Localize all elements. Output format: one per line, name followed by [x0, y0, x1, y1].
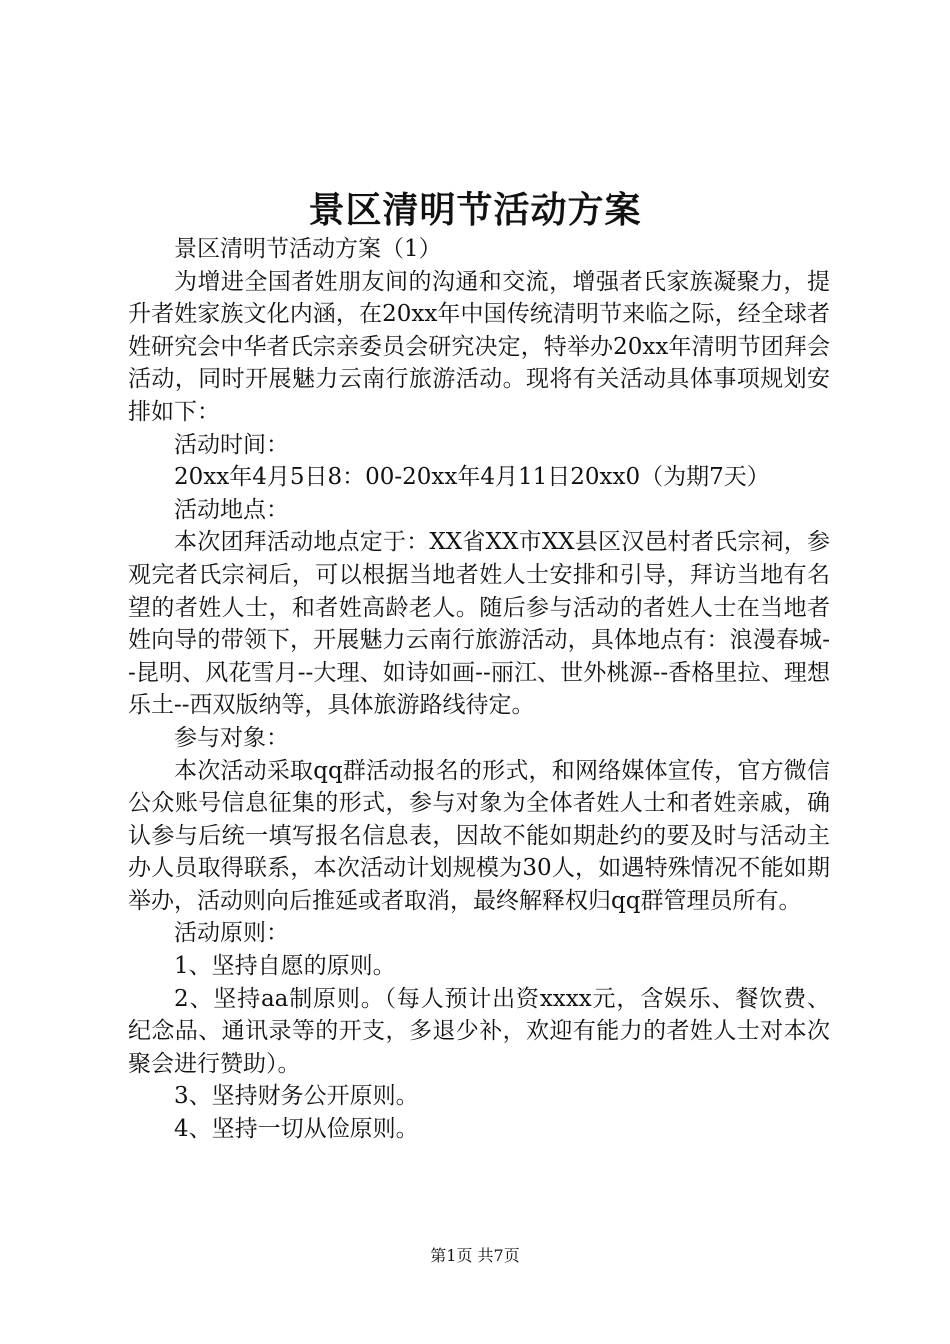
activity-location-paragraph: 本次团拜活动地点定于：XX省XX市XX县区汉邑村者氏宗祠，参观完者氏宗祠后，可以根据当地者姓人士安排和引导，拜访当地有名望的者姓人士，和者姓高龄老人。随后参与活动的者姓人士在当地者姓向导的带领下，开展魅力云南行旅游活动，具体地点有：浪漫春城--昆明、风花雪月--大理、如诗如画--丽江、世外桃源--香格里拉、理想乐土--西双版纳等，具体旅游路线待定。	[128, 529, 830, 719]
principle-item: 2、坚持aa制原则。（每人预计出资xxxx元，含娱乐、餐饮费、纪念品、通讯录等的开支，多退少补，欢迎有能力的者姓人士对本次聚会进行赞助）。	[128, 985, 830, 1077]
page-number: 第1页 共7页	[430, 1246, 520, 1265]
document-title: 景区清明节活动方案	[308, 189, 642, 231]
activity-time-label: 活动时间：	[174, 431, 289, 458]
intro-paragraph: 为增进全国者姓朋友间的沟通和交流，增强者氏家族凝聚力，提升者姓家族文化内涵，在20xx年中国传统清明节来临之际，经全球者姓研究会中华者氏宗亲委员会研究决定，特举办20xx年清明节团拜会活动，同时开展魅力云南行旅游活动。现将有关活动具体事项规划安排如下：	[128, 268, 830, 425]
participants-paragraph: 本次活动采取qq群活动报名的形式，和网络媒体宣传，官方微信公众账号信息征集的形式，参与对象为全体者姓人士和者姓亲戚，确认参与后统一填写报名信息表，因故不能如期赴约的要及时与活动主办人员取得联系，本次活动计划规模为30人，如遇特殊情况不能如期举办，活动则向后推延或者取消，最终解释权归qq群管理员所有。	[128, 757, 830, 914]
activity-location-label: 活动地点：	[174, 496, 289, 523]
section-heading: 景区清明节活动方案（1）	[174, 236, 442, 262]
document-body	[128, 233, 830, 1146]
principle-item: 4、坚持一切从俭原则。	[174, 1116, 419, 1143]
activity-time-value: 20xx年4月5日8：00-20xx年4月11日20xx0（为期7天）	[174, 464, 770, 491]
principles-label: 活动原则：	[174, 920, 289, 947]
principle-item: 3、坚持财务公开原则。	[174, 1083, 419, 1110]
participants-label: 参与对象：	[174, 724, 289, 751]
principle-item: 1、坚持自愿的原则。	[174, 953, 396, 980]
